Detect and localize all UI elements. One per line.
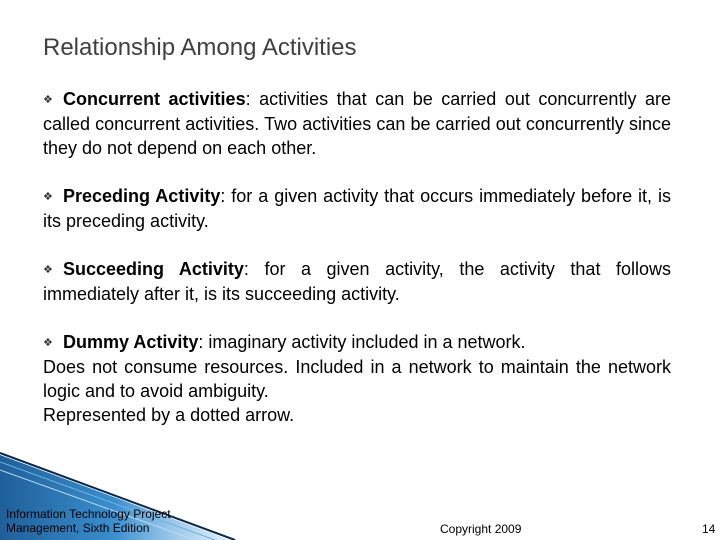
footer-copyright: Copyright 2009 bbox=[440, 522, 522, 536]
slide-body bbox=[43, 87, 671, 427]
square-bullet-icon: ❖ bbox=[43, 191, 53, 203]
definition-text: : for a given activity, the activity that follows immediately after it, is its succeeding activity. bbox=[43, 259, 671, 304]
square-bullet-icon: ❖ bbox=[43, 264, 53, 276]
dummy-first-line bbox=[43, 330, 671, 355]
dummy-detail-line: Represented by a dotted arrow. bbox=[43, 405, 295, 425]
term-label: Preceding Activity bbox=[63, 186, 221, 206]
footer-page-number: 14 bbox=[702, 522, 716, 536]
bullet-item-preceding bbox=[43, 184, 671, 233]
dummy-detail-line: Does not consume resources. Included in a network to maintain the network logic and to avoid ambiguity. bbox=[43, 357, 671, 401]
slide-title: Relationship Among Activities bbox=[43, 34, 357, 61]
bullet-item-succeeding bbox=[43, 257, 671, 306]
footer-book-title: Information Technology Project Management, Sixth Edition bbox=[6, 507, 171, 535]
square-bullet-icon: ❖ bbox=[43, 94, 53, 106]
definition-text: : activities that can be carried out concurrently are called concurrent activities. Two activities can be carried out concurrently since they do not depend on each other. bbox=[43, 89, 671, 158]
bullet-item-concurrent bbox=[43, 87, 671, 160]
definition-text: : for a given activity that occurs immediately before it, is its preceding activity. bbox=[43, 186, 671, 231]
term-label: Concurrent activities bbox=[63, 89, 246, 109]
term-label: Succeeding Activity bbox=[63, 259, 244, 279]
term-label: Dummy Activity bbox=[63, 332, 199, 352]
bullet-item-dummy bbox=[43, 330, 671, 427]
definition-text: : imaginary activity included in a network. bbox=[198, 332, 526, 352]
square-bullet-icon: ❖ bbox=[43, 337, 53, 349]
